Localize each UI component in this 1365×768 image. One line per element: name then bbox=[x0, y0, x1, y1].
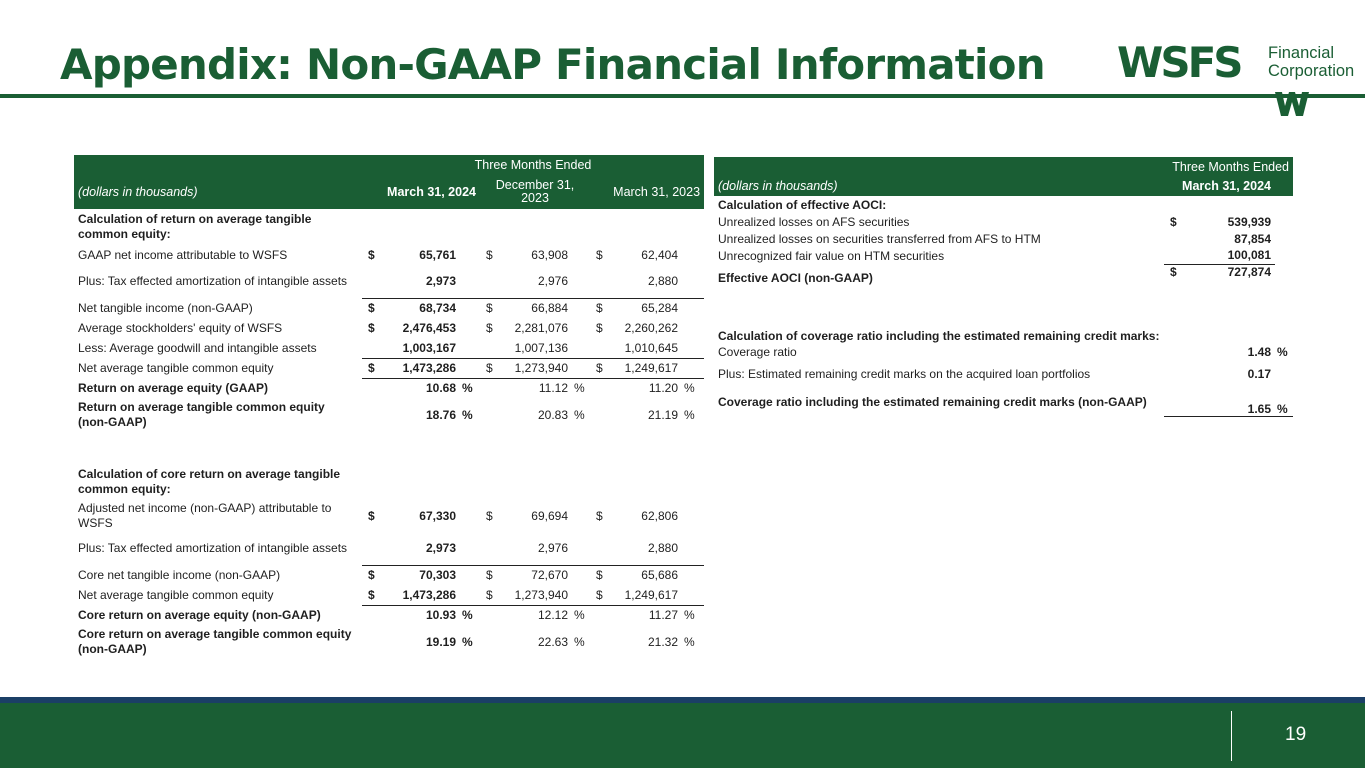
section-heading-row bbox=[714, 291, 1293, 343]
cell-value: 2,880 bbox=[647, 541, 678, 556]
cell-value: 10.93 bbox=[384, 605, 460, 625]
percent-symbol: % bbox=[1277, 344, 1288, 359]
percent-symbol bbox=[572, 585, 590, 605]
row-label: Effective AOCI (non-GAAP) bbox=[718, 270, 873, 285]
percent-symbol bbox=[572, 245, 590, 265]
currency-symbol bbox=[362, 532, 384, 565]
column-header: December 31, 2023 bbox=[480, 175, 590, 209]
percent-symbol bbox=[572, 298, 590, 318]
currency-symbol bbox=[362, 338, 384, 358]
currency-symbol bbox=[362, 605, 384, 625]
cell-value: 65,761 bbox=[419, 248, 456, 262]
cell-value: 1.65 bbox=[1186, 388, 1275, 416]
footer-bar bbox=[0, 703, 1365, 768]
currency-symbol: $ bbox=[362, 298, 384, 318]
title-underline bbox=[0, 94, 1365, 98]
cell-value: 67,330 bbox=[419, 508, 456, 523]
logo-subtitle-line1: Financial bbox=[1268, 44, 1335, 62]
currency-symbol: $ bbox=[590, 358, 612, 378]
column-header: March 31, 2023 bbox=[590, 175, 704, 209]
table-row bbox=[714, 264, 1293, 291]
row-label: Net average tangible common equity bbox=[78, 587, 274, 602]
section-heading: Calculation of return on average tangible common equity: bbox=[78, 212, 312, 241]
currency-symbol: $ bbox=[596, 248, 603, 262]
cell-value: 1,473,286 bbox=[402, 587, 456, 602]
table-row bbox=[74, 298, 704, 318]
cell-value: 2,973 bbox=[425, 541, 456, 556]
cell-value: 62,806 bbox=[641, 508, 678, 523]
section-heading-row bbox=[74, 209, 704, 245]
cell-value: 11.27 bbox=[612, 605, 682, 625]
currency-symbol: $ bbox=[596, 321, 603, 335]
units-label: (dollars in thousands) bbox=[714, 176, 1164, 196]
percent-symbol bbox=[682, 318, 704, 338]
row-label: Unrealized losses on securities transferred from AFS to HTM bbox=[718, 231, 1041, 246]
row-label: Plus: Estimated remaining credit marks on the acquired loan portfolios bbox=[718, 367, 1091, 381]
table-row bbox=[74, 565, 704, 585]
table-row bbox=[74, 338, 704, 358]
row-label: Return on average tangible common equity (non-GAAP) bbox=[78, 399, 325, 429]
currency-symbol bbox=[362, 378, 384, 398]
cell-value: 21.32 bbox=[647, 634, 678, 649]
percent-symbol bbox=[460, 318, 480, 338]
currency-symbol bbox=[480, 265, 502, 298]
percent-symbol bbox=[1275, 264, 1293, 291]
cell-value: 22.63 bbox=[537, 634, 568, 649]
cell-value: 2,260,262 bbox=[624, 321, 678, 335]
row-label: Unrealized losses on AFS securities bbox=[718, 214, 910, 229]
table-row bbox=[714, 343, 1293, 360]
cell-value: 10.68 bbox=[384, 378, 460, 398]
row-label: Plus: Tax effected amortization of intangible assets bbox=[78, 541, 348, 555]
currency-symbol: $ bbox=[362, 358, 384, 378]
column-header: March 31, 2024 bbox=[362, 175, 480, 209]
percent-symbol bbox=[682, 499, 704, 532]
table-row bbox=[74, 358, 704, 378]
percent-symbol: % bbox=[572, 378, 590, 398]
currency-symbol: $ bbox=[480, 565, 502, 585]
currency-symbol bbox=[480, 605, 502, 625]
cell-value: 66,884 bbox=[502, 298, 572, 318]
currency-symbol: $ bbox=[480, 358, 502, 378]
percent-symbol: % bbox=[462, 634, 473, 649]
cell-value: 11.12 bbox=[502, 378, 572, 398]
currency-symbol: $ bbox=[596, 508, 603, 523]
currency-symbol bbox=[480, 378, 502, 398]
table-row bbox=[74, 378, 704, 398]
currency-symbol: $ bbox=[368, 248, 375, 262]
row-label: Less: Average goodwill and intangible assets bbox=[78, 340, 317, 355]
cell-value: 68,734 bbox=[384, 298, 460, 318]
percent-symbol bbox=[572, 565, 590, 585]
page-number: 19 bbox=[1285, 724, 1307, 745]
percent-symbol bbox=[460, 265, 480, 298]
percent-symbol bbox=[460, 585, 480, 605]
tce-return-table bbox=[74, 155, 704, 658]
table-row bbox=[74, 265, 704, 298]
cell-value: 100,081 bbox=[1227, 248, 1271, 263]
cell-value: 2,976 bbox=[537, 274, 568, 289]
row-label: Net average tangible common equity bbox=[78, 360, 274, 375]
cell-value: 1,273,940 bbox=[514, 587, 568, 602]
section-heading: Calculation of core return on average tangible common equity: bbox=[78, 467, 341, 496]
currency-symbol: $ bbox=[590, 298, 612, 318]
percent-symbol bbox=[572, 532, 590, 565]
section-heading: Calculation of coverage ratio including the estimated remaining credit marks: bbox=[718, 329, 1160, 343]
currency-symbol: $ bbox=[1164, 264, 1186, 291]
percent-symbol bbox=[682, 338, 704, 358]
cell-value: 65,284 bbox=[612, 298, 682, 318]
currency-symbol bbox=[480, 532, 502, 565]
percent-symbol bbox=[682, 532, 704, 565]
percent-symbol bbox=[682, 565, 704, 585]
currency-symbol: $ bbox=[590, 565, 612, 585]
cell-value: 1,249,617 bbox=[612, 358, 682, 378]
currency-symbol bbox=[590, 532, 612, 565]
three-months-ended-header: Three Months Ended bbox=[362, 155, 704, 175]
table-row bbox=[714, 213, 1293, 230]
table-row bbox=[74, 499, 704, 532]
cell-value: 2,281,076 bbox=[514, 321, 568, 335]
percent-symbol bbox=[682, 265, 704, 298]
wsfs-logo bbox=[1117, 38, 1353, 118]
cell-value: 11.20 bbox=[612, 378, 682, 398]
percent-symbol bbox=[460, 338, 480, 358]
cell-value: 18.76 bbox=[425, 407, 456, 422]
currency-symbol bbox=[1164, 343, 1186, 360]
aoci-coverage-table bbox=[714, 157, 1293, 417]
percent-symbol bbox=[572, 318, 590, 338]
section-heading-row bbox=[74, 431, 704, 499]
cell-value: 65,686 bbox=[612, 565, 682, 585]
row-label: Net tangible income (non-GAAP) bbox=[78, 300, 253, 315]
row-label: GAAP net income attributable to WSFS bbox=[78, 247, 288, 262]
footer-divider bbox=[1231, 711, 1232, 761]
cell-value: 62,404 bbox=[641, 248, 678, 262]
currency-symbol: $ bbox=[480, 298, 502, 318]
percent-symbol: % bbox=[682, 605, 704, 625]
currency-symbol bbox=[590, 398, 612, 431]
currency-symbol bbox=[1164, 360, 1186, 388]
percent-symbol bbox=[460, 499, 480, 532]
percent-symbol: % bbox=[574, 407, 585, 422]
cell-value: 0.17 bbox=[1247, 367, 1271, 381]
percent-symbol: % bbox=[682, 378, 704, 398]
currency-symbol: $ bbox=[486, 587, 493, 602]
cell-value: 727,874 bbox=[1186, 264, 1275, 291]
cell-value: 69,694 bbox=[531, 508, 568, 523]
table-row bbox=[74, 605, 704, 625]
cell-value: 63,908 bbox=[531, 248, 568, 262]
currency-symbol bbox=[362, 398, 384, 431]
currency-symbol: $ bbox=[596, 587, 603, 602]
currency-symbol bbox=[590, 625, 612, 658]
logo-subtitle-line2: Corporation bbox=[1268, 62, 1355, 80]
currency-symbol bbox=[1164, 247, 1186, 264]
page-title: Appendix: Non-GAAP Financial Information bbox=[60, 40, 1045, 89]
table-row bbox=[74, 318, 704, 338]
percent-symbol bbox=[1275, 213, 1293, 230]
percent-symbol: % bbox=[460, 378, 480, 398]
percent-symbol bbox=[460, 298, 480, 318]
cell-value: 1,249,617 bbox=[624, 587, 678, 602]
table-row bbox=[714, 360, 1293, 388]
cell-value: 2,976 bbox=[537, 541, 568, 556]
currency-symbol: $ bbox=[368, 587, 375, 602]
row-label: Coverage ratio including the estimated remaining credit marks (non-GAAP) bbox=[718, 395, 1147, 409]
percent-symbol bbox=[682, 245, 704, 265]
percent-symbol bbox=[1275, 360, 1293, 388]
percent-symbol bbox=[460, 532, 480, 565]
percent-symbol bbox=[572, 499, 590, 532]
table-row bbox=[74, 585, 704, 605]
currency-symbol bbox=[362, 625, 384, 658]
section-heading-row bbox=[714, 196, 1293, 213]
percent-symbol: % bbox=[574, 634, 585, 649]
cell-value: 2,973 bbox=[425, 274, 456, 289]
percent-symbol: % bbox=[462, 407, 473, 422]
cell-value: 1,003,167 bbox=[402, 340, 456, 355]
currency-symbol: $ bbox=[486, 248, 493, 262]
cell-value: 72,670 bbox=[502, 565, 572, 585]
table-row bbox=[714, 247, 1293, 264]
row-label: Core return on average equity (non-GAAP) bbox=[78, 607, 321, 622]
percent-symbol bbox=[460, 565, 480, 585]
percent-symbol: % bbox=[1275, 388, 1293, 416]
logo-subtitle bbox=[1268, 44, 1358, 80]
percent-symbol: % bbox=[684, 634, 695, 649]
percent-symbol bbox=[682, 585, 704, 605]
table-row bbox=[714, 230, 1293, 247]
percent-symbol: % bbox=[572, 605, 590, 625]
currency-symbol: $ bbox=[486, 321, 493, 335]
units-label: (dollars in thousands) bbox=[74, 175, 362, 209]
currency-symbol bbox=[480, 338, 502, 358]
row-label: Adjusted net income (non-GAAP) attributable to WSFS bbox=[78, 500, 332, 530]
cell-value: 87,854 bbox=[1234, 231, 1271, 246]
cell-value: 21.19 bbox=[647, 407, 678, 422]
row-label: Core net tangible income (non-GAAP) bbox=[78, 567, 281, 582]
currency-symbol bbox=[590, 378, 612, 398]
cell-value: 2,476,453 bbox=[402, 321, 456, 335]
percent-symbol bbox=[682, 298, 704, 318]
row-label: Core return on average tangible common equity (non-GAAP) bbox=[78, 626, 352, 656]
table-row bbox=[714, 388, 1293, 416]
currency-symbol bbox=[480, 398, 502, 431]
cell-value: 539,939 bbox=[1227, 214, 1271, 229]
row-label: Coverage ratio bbox=[718, 344, 797, 359]
percent-symbol bbox=[682, 358, 704, 378]
percent-symbol: % bbox=[460, 605, 480, 625]
cell-value: 2,880 bbox=[647, 274, 678, 289]
cell-value: 1,473,286 bbox=[384, 358, 460, 378]
percent-symbol bbox=[572, 358, 590, 378]
currency-symbol bbox=[362, 265, 384, 298]
table-row bbox=[74, 398, 704, 431]
percent-symbol bbox=[572, 338, 590, 358]
percent-symbol: % bbox=[684, 407, 695, 422]
percent-symbol bbox=[572, 265, 590, 298]
table-row bbox=[74, 625, 704, 658]
cell-value: 70,303 bbox=[384, 565, 460, 585]
logo-wordmark: WSFS bbox=[1117, 38, 1241, 87]
column-header: March 31, 2024 bbox=[1164, 176, 1275, 196]
cell-value: 1,007,136 bbox=[514, 340, 568, 355]
three-months-ended-header: Three Months Ended bbox=[1164, 157, 1293, 176]
cell-value: 19.19 bbox=[425, 634, 456, 649]
currency-symbol: $ bbox=[368, 508, 375, 523]
cell-value: 1,010,645 bbox=[624, 340, 678, 355]
currency-symbol: $ bbox=[1170, 214, 1177, 229]
row-label: Unrecognized fair value on HTM securities bbox=[718, 248, 945, 263]
currency-symbol bbox=[1164, 230, 1186, 247]
row-label: Plus: Tax effected amortization of intangible assets bbox=[78, 274, 348, 288]
currency-symbol: $ bbox=[486, 508, 493, 523]
row-label: Return on average equity (GAAP) bbox=[78, 380, 269, 395]
percent-symbol bbox=[1275, 230, 1293, 247]
section-heading: Calculation of effective AOCI: bbox=[718, 197, 887, 212]
percent-symbol bbox=[460, 358, 480, 378]
cell-value: 1,273,940 bbox=[502, 358, 572, 378]
cell-value: 20.83 bbox=[537, 407, 568, 422]
cell-value: 1.48 bbox=[1247, 344, 1271, 359]
table-row bbox=[74, 245, 704, 265]
currency-symbol bbox=[590, 265, 612, 298]
currency-symbol bbox=[1164, 388, 1186, 416]
percent-symbol bbox=[460, 245, 480, 265]
table-row bbox=[74, 532, 704, 565]
percent-symbol bbox=[1275, 247, 1293, 264]
currency-symbol: $ bbox=[362, 565, 384, 585]
row-label: Average stockholders' equity of WSFS bbox=[78, 320, 283, 335]
currency-symbol bbox=[590, 605, 612, 625]
currency-symbol bbox=[480, 625, 502, 658]
currency-symbol bbox=[590, 338, 612, 358]
currency-symbol: $ bbox=[368, 321, 375, 335]
cell-value: 12.12 bbox=[502, 605, 572, 625]
